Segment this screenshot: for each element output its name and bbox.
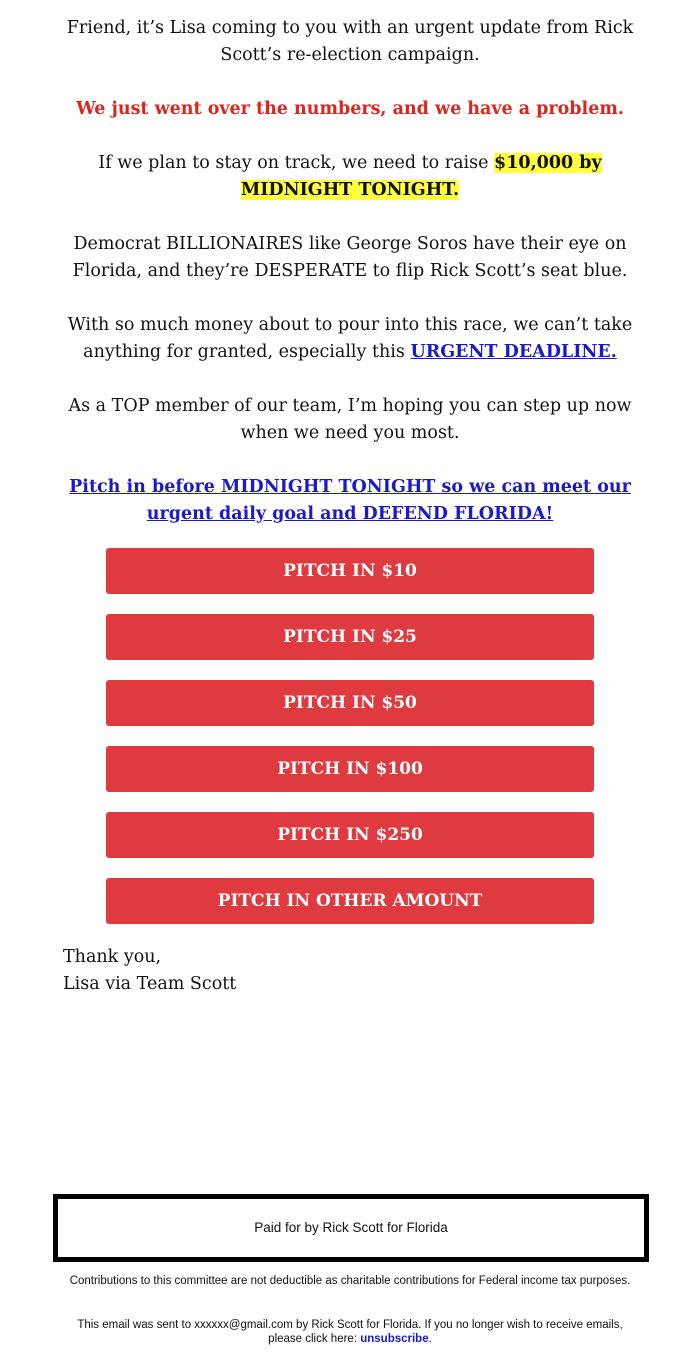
deadline-paragraph <box>55 312 645 366</box>
goal-highlight: $10,000 by MIDNIGHT TONIGHT. <box>240 153 602 200</box>
paid-for-box <box>53 1194 649 1262</box>
tax-disclaimer: Contributions to this committee are not deductible as charitable contributions for Federal income tax purposes. <box>69 1275 631 1287</box>
sent-to-notice <box>60 1318 640 1346</box>
pitch-in-other-amount-button[interactable]: PITCH IN OTHER AMOUNT <box>106 878 594 924</box>
paid-for-text: Paid for by Rick Scott for Florida <box>254 1220 448 1235</box>
billionaires-paragraph: Democrat BILLIONAIRES like George Soros have their eye on Florida, and they’re DESPERATE to flip Rick Scott’s seat blue. <box>72 234 628 281</box>
goal-text: If we plan to stay on track, we need to raise <box>98 153 495 173</box>
pitch-in-25-button[interactable]: PITCH IN $25 <box>106 614 594 660</box>
pitch-in-link[interactable]: Pitch in before MIDNIGHT TONIGHT so we can meet our urgent daily goal and DEFEND FLORIDA! <box>69 477 631 524</box>
urgent-deadline-link[interactable]: URGENT DEADLINE. <box>410 342 617 362</box>
top-member-paragraph: As a TOP member of our team, I’m hoping you can step up now when we need you most. <box>68 396 632 443</box>
deadline-text: With so much money about to pour into this race, we can’t take anything for granted, especially this <box>67 315 633 362</box>
signoff <box>63 944 236 998</box>
signoff-thanks: Thank you, <box>63 947 162 967</box>
sent-to-text: This email was sent to xxxxxx@gmail.com by Rick Scott for Florida. If you no longer wish to receive emails, please click here: <box>77 1319 623 1345</box>
pitch-in-100-button[interactable]: PITCH IN $100 <box>106 746 594 792</box>
goal-paragraph <box>55 150 645 204</box>
pitch-in-10-button[interactable]: PITCH IN $10 <box>106 548 594 594</box>
pitch-in-50-button[interactable]: PITCH IN $50 <box>106 680 594 726</box>
intro-paragraph: Friend, it’s Lisa coming to you with an urgent update from Rick Scott’s re-election campaign. <box>66 18 634 65</box>
sent-to-period: . <box>428 1333 432 1345</box>
signoff-signature: Lisa via Team Scott <box>63 974 237 994</box>
unsubscribe-link[interactable]: unsubscribe <box>360 1333 429 1345</box>
problem-headline: We just went over the numbers, and we have a problem. <box>76 99 624 119</box>
pitch-in-250-button[interactable]: PITCH IN $250 <box>106 812 594 858</box>
pitch-in-paragraph <box>55 474 645 528</box>
